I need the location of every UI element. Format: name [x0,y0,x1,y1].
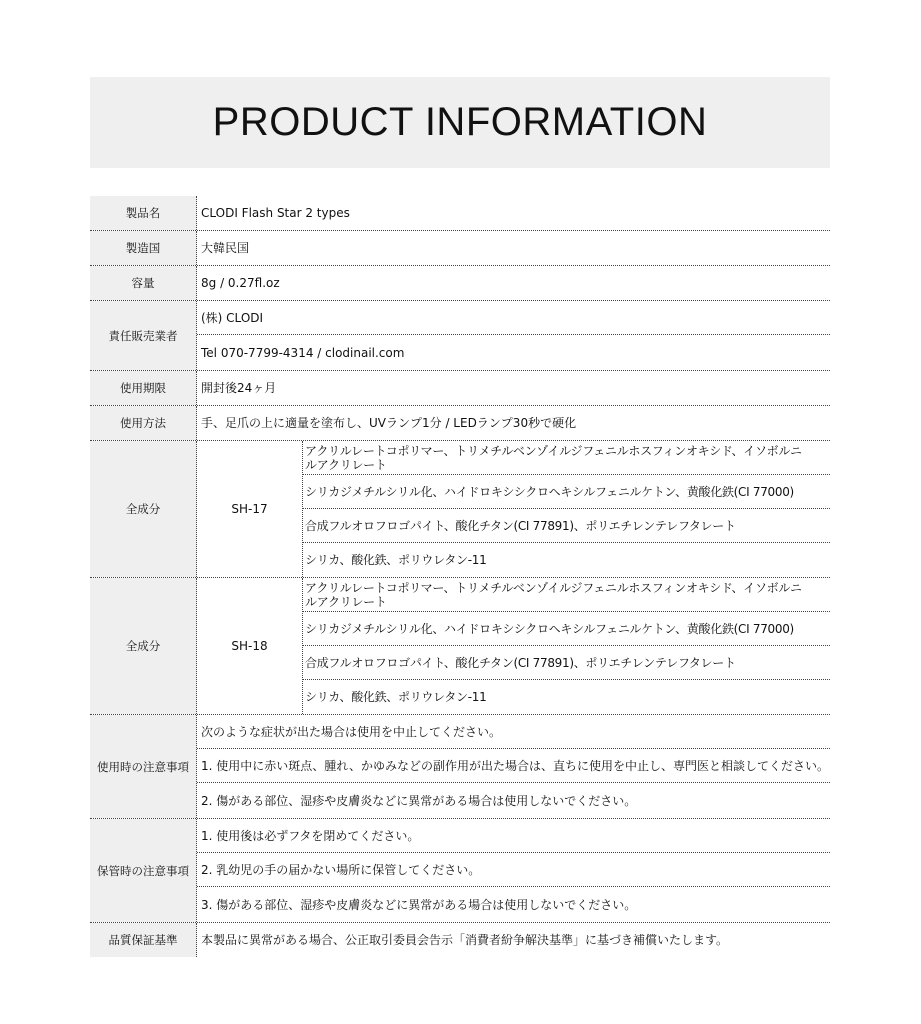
value-product-name: CLODI Flash Star 2 types [201,206,350,220]
ingredient-line: アクリルレートコポリマー、トリメチルベンゾイルジフェニルホスフィンオキシド、イソボルニ ルアクリレート [303,441,830,475]
label-ingredients: 全成分 [90,441,197,577]
value-usage: 手、足爪の上に適量を塗布し、UVランプ1分 / LEDランプ30秒で硬化 [201,416,577,430]
storage-line: 2. 乳幼児の手の届かない場所に保管してください。 [197,853,830,887]
page-title: PRODUCT INFORMATION [212,100,708,144]
value-country: 大韓民国 [201,241,250,255]
caution-line: 次のような症状が出た場合は使用を中止してください。 [197,715,830,749]
ingredient-line: シリカジメチルシリル化、ハイドロキシシクロヘキシルフェニルケトン、黄酸化鉄(CI 77000) [303,612,830,646]
row-seller [90,301,830,371]
ingredient-line: 合成フルオロフロゴパイト、酸化チタン(CI 77891)、ポリエチレンテレフタレート [303,509,830,543]
label-storage: 保管時の注意事項 [90,819,197,922]
row-ingredients-sh18 [90,578,830,715]
value-quality: 本製品に異常がある場合、公正取引委員会告示「消費者紛争解決基準」に基づき補償いたします。 [201,933,729,947]
label-expiry: 使用期限 [90,371,197,405]
ingredient-line: アクリルレートコポリマー、トリメチルベンゾイルジフェニルホスフィンオキシド、イソボルニ ルアクリレート [303,578,830,612]
value-seller-contact: Tel 070-7799-4314 / clodinail.com [201,345,405,360]
ingredient-line: シリカ、酸化鉄、ポリウレタン-11 [305,690,487,704]
caution-line: 2. 傷がある部位、湿疹や皮膚炎などに異常がある場合は使用しないでください。 [201,793,637,808]
row-expiry [90,371,830,406]
value-capacity: 8g / 0.27fl.oz [201,276,280,290]
storage-line: 1. 使用後は必ずフタを閉めてください。 [197,819,830,853]
row-cautions [90,715,830,819]
title-banner [90,77,830,168]
row-storage [90,819,830,923]
product-info-table [90,196,830,957]
ingredient-line: シリカジメチルシリル化、ハイドロキシシクロヘキシルフェニルケトン、黄酸化鉄(CI 77000) [303,475,830,509]
product-code: SH-18 [197,578,303,714]
product-code: SH-17 [197,441,303,577]
label-country: 製造国 [90,231,197,265]
row-product-name [90,196,830,231]
row-country [90,231,830,266]
label-ingredients: 全成分 [90,578,197,714]
row-capacity [90,266,830,301]
label-cautions: 使用時の注意事項 [90,715,197,818]
label-quality: 品質保証基準 [90,923,197,957]
row-quality [90,923,830,957]
value-expiry: 開封後24ヶ月 [201,381,277,395]
label-usage: 使用方法 [90,406,197,440]
ingredient-line: シリカ、酸化鉄、ポリウレタン-11 [305,553,487,567]
ingredient-line: 合成フルオロフロゴパイト、酸化チタン(CI 77891)、ポリエチレンテレフタレート [303,646,830,680]
caution-line: 1. 使用中に赤い斑点、腫れ、かゆみなどの副作用が出た場合は、直ちに使用を中止し、専門医と相談してください。 [197,749,830,783]
label-capacity: 容量 [90,266,197,300]
storage-line: 3. 傷がある部位、湿疹や皮膚炎などに異常がある場合は使用しないでください。 [201,897,637,912]
value-seller-company: (株) CLODI [197,301,830,335]
label-product-name: 製品名 [90,196,197,230]
row-ingredients-sh17 [90,441,830,578]
row-usage [90,406,830,441]
label-seller: 責任販売業者 [90,301,197,370]
